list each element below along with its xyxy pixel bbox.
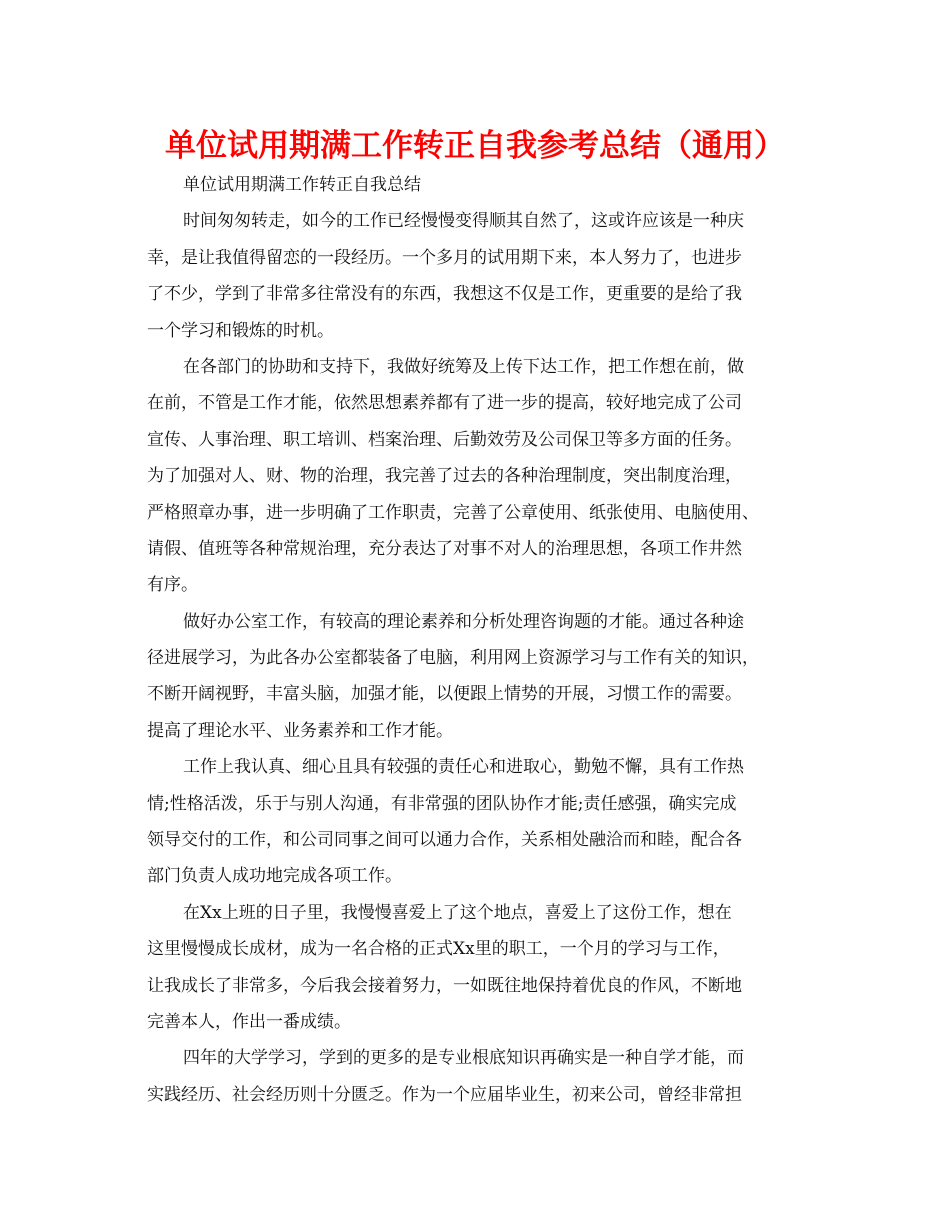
text-line: 宣传、人事治理、职工培训、档案治理、后勤效劳及公司保卫等多方面的任务。: [147, 429, 742, 450]
document-title: 单位试用期满工作转正自我参考总结（通用）: [165, 128, 785, 164]
text-line: 严格照章办事，进一步明确了工作职责，完善了公章使用、纸张使用、电脑使用、: [147, 502, 759, 523]
text-line: 让我成长了非常多，今后我会接着努力，一如既往地保持着优良的作风，不断地: [147, 975, 742, 996]
text-line: 情;性格活泼，乐于与别人沟通，有非常强的团队协作才能;责任感强，确实完成: [147, 793, 737, 814]
text-line: 实践经历、社会经历则十分匮乏。作为一个应届毕业生，初来公司，曾经非常担: [147, 1084, 742, 1105]
document-body: [147, 167, 812, 1113]
text-line: 工作上我认真、细心且具有较强的责任心和进取心，勤勉不懈，具有工作热: [183, 757, 744, 778]
text-line: 四年的大学学习，学到的更多的是专业根底知识再确实是一种自学才能，而: [183, 1048, 744, 1069]
text-line: 单位试用期满工作转正自我总结: [183, 175, 421, 195]
text-line: 请假、值班等各种常规治理，充分表达了对事不对人的治理思想，各项工作井然: [147, 538, 742, 559]
text-line: 为了加强对人、财、物的治理，我完善了过去的各种治理制度，突出制度治理，: [147, 466, 742, 487]
text-line: 不断开阔视野，丰富头脑，加强才能，以便跟上情势的开展，习惯工作的需要。: [147, 684, 742, 705]
text-line: 提高了理论水平、业务素养和工作才能。: [147, 720, 453, 741]
text-line: 部门负责人成功地完成各项工作。: [147, 866, 402, 887]
text-line: 在前，不管是工作才能，依然思想素养都有了进一步的提高，较好地完成了公司: [147, 393, 742, 414]
text-line: 幸，是让我值得留恋的一段经历。一个多月的试用期下来，本人努力了，也进步: [147, 247, 742, 268]
text-line: 领导交付的工作，和公司同事之间可以通力合作，关系相处融洽而和睦，配合各: [147, 830, 742, 851]
text-line: 时间匆匆转走，如今的工作已经慢慢变得顺其自然了，这或许应该是一种庆: [183, 211, 744, 232]
text-line: 径进展学习，为此各办公室都装备了电脑，利用网上资源学习与工作有关的知识，: [147, 648, 759, 669]
text-line: 在Xx上班的日子里，我慢慢喜爱上了这个地点，喜爱上了这份工作，想在: [183, 902, 732, 923]
text-line: 了不少，学到了非常多往常没有的东西，我想这不仅是工作，更重要的是给了我: [147, 284, 742, 305]
text-line: 这里慢慢成长成材，成为一名合格的正式Xx里的职工，一个月的学习与工作，: [147, 939, 730, 960]
text-line: 在各部门的协助和支持下，我做好统筹及上传下达工作，把工作想在前，做: [183, 356, 744, 377]
text-line: 一个学习和锻炼的时机。: [147, 320, 334, 341]
text-line: 完善本人，作出一番成绩。: [147, 1011, 351, 1032]
text-line: 有序。: [147, 575, 198, 596]
text-line: 做好办公室工作，有较高的理论素养和分析处理咨询题的才能。通过各种途: [183, 611, 744, 632]
